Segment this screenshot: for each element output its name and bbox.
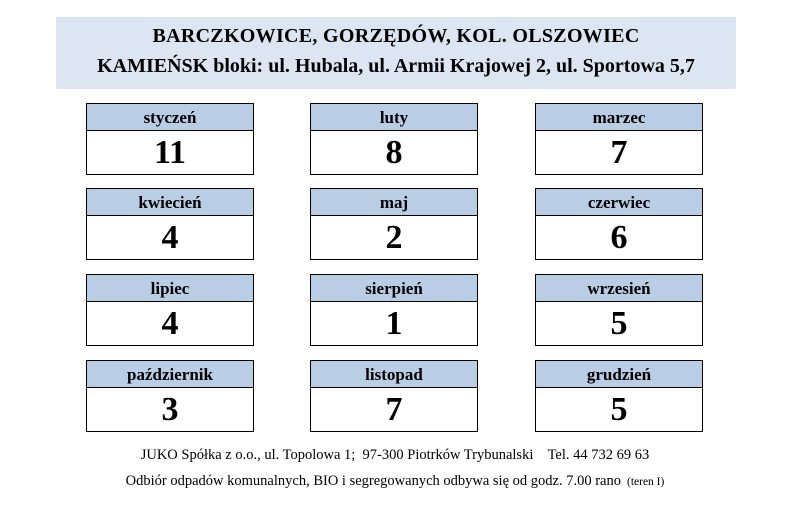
month-cell-luty	[310, 103, 478, 175]
month-cell-styczen	[86, 103, 254, 175]
day-number: 1	[385, 305, 403, 342]
day-number: 5	[610, 305, 628, 342]
company-text: JUKO Spółka z o.o., ul. Topolowa 1; 97-300 Piotrków Trybunalski Tel. 44 732 69 63	[140, 447, 650, 463]
day-number: 7	[385, 391, 403, 428]
month-cell-czerwiec	[535, 188, 703, 260]
header-title: BARCZKOWICE, GORZĘDÓW, KOL. OLSZOWIEC	[152, 25, 640, 47]
day-number: 2	[385, 219, 403, 256]
month-label: lipiec	[87, 275, 253, 302]
collection-note	[0, 473, 790, 490]
month-label: wrzesień	[536, 275, 702, 302]
day-number: 11	[153, 134, 187, 171]
month-cell-kwiecien	[86, 188, 254, 260]
schedule-grid	[86, 103, 704, 435]
month-cell-lipiec	[86, 274, 254, 346]
day-number: 7	[610, 134, 628, 171]
day-number: 8	[385, 134, 403, 171]
month-cell-maj	[310, 188, 478, 260]
day-number: 4	[161, 305, 179, 342]
day-number: 3	[161, 391, 179, 428]
header-banner	[56, 17, 736, 89]
day-number: 4	[161, 219, 179, 256]
month-label: czerwiec	[536, 189, 702, 216]
month-cell-pazdziernik	[86, 360, 254, 432]
month-cell-marzec	[535, 103, 703, 175]
month-label: grudzień	[536, 361, 702, 388]
month-cell-sierpien	[310, 274, 478, 346]
day-number: 6	[610, 219, 628, 256]
day-number: 5	[610, 391, 628, 428]
company-info	[0, 447, 790, 464]
month-label: luty	[311, 104, 477, 131]
area-label: (teren I)	[626, 476, 665, 488]
month-label: listopad	[311, 361, 477, 388]
month-label: marzec	[536, 104, 702, 131]
month-label: maj	[311, 189, 477, 216]
month-cell-grudzien	[535, 360, 703, 432]
month-label: kwiecień	[87, 189, 253, 216]
month-cell-wrzesien	[535, 274, 703, 346]
month-label: październik	[87, 361, 253, 388]
month-label: sierpień	[311, 275, 477, 302]
collection-note-text: Odbiór odpadów komunalnych, BIO i segregowanych odbywa się od godz. 7.00 rano	[125, 473, 621, 489]
month-label: styczeń	[87, 104, 253, 131]
header-subtitle: KAMIEŃSK bloki: ul. Hubala, ul. Armii Krajowej 2, ul. Sportowa 5,7	[97, 55, 695, 77]
month-cell-listopad	[310, 360, 478, 432]
